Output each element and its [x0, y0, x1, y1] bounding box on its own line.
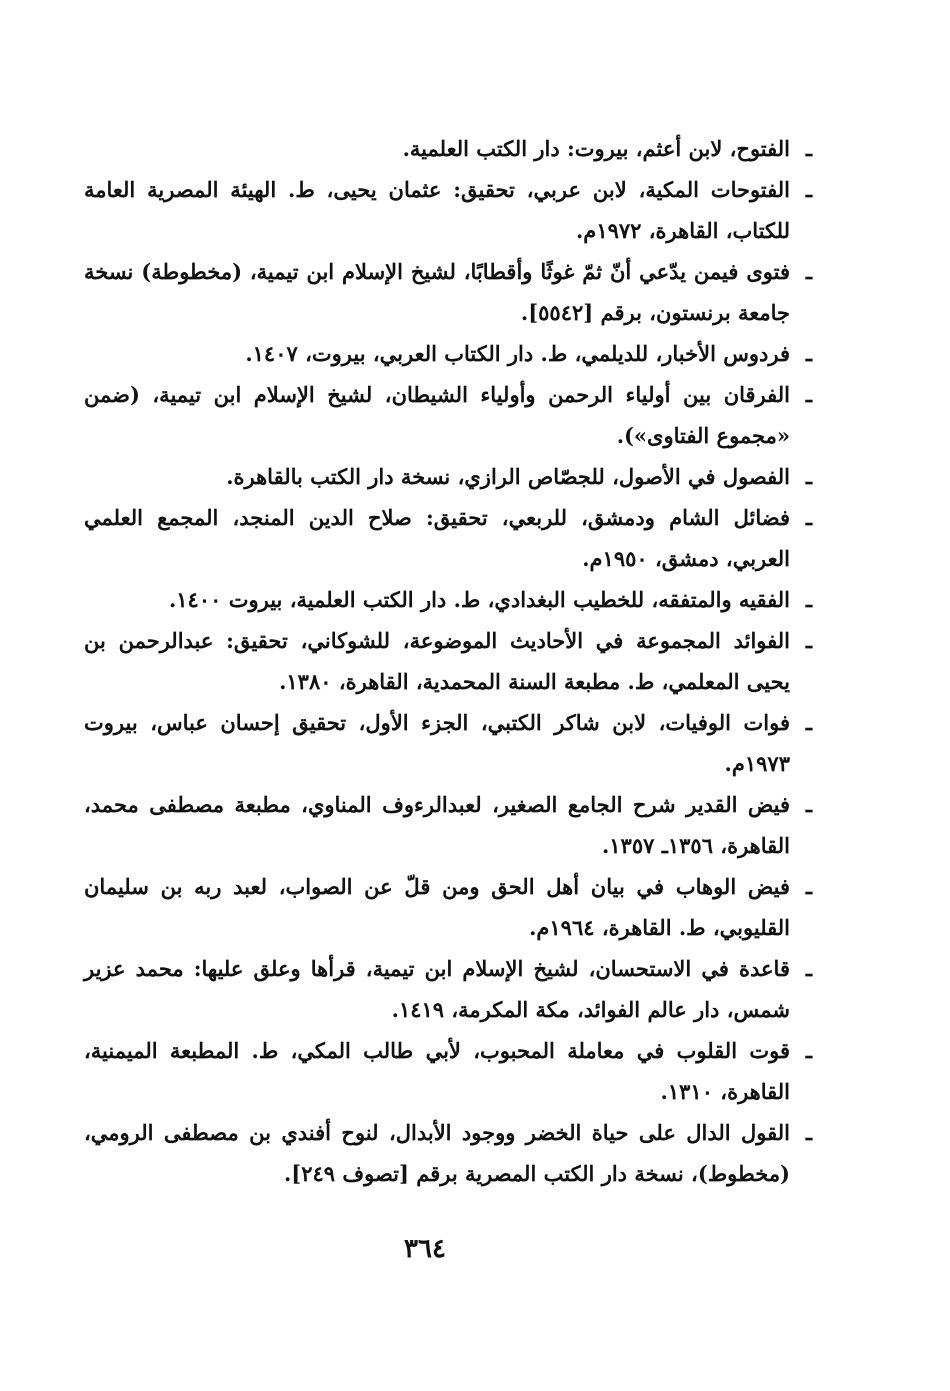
- bibliography-entry: [84, 620, 812, 702]
- entry-dash: ـ: [805, 136, 812, 161]
- entry-dash: ـ: [805, 956, 812, 981]
- entry-text: قوت القلوب في معاملة المحبوب، لأبي طالب المكي، ط. المطبعة الميمنية، القاهرة، ١٣١٠.: [84, 1038, 790, 1104]
- entry-text: فيض القدير شرح الجامع الصغير، لعبدالرءوف المناوي، مطبعة مصطفى محمد، القاهرة، ١٣٥٦ـ ١٣٥٧.: [84, 792, 790, 858]
- entry-text: فيض الوهاب في بيان أهل الحق ومن قلّ عن الصواب، لعبد ربه بن سليمان القليوبي، ط. القاهرة، ١٩٦٤م.: [84, 874, 790, 940]
- bibliography-entry: [84, 866, 812, 948]
- bibliography-entry: [84, 456, 812, 497]
- bibliography-entry: [84, 251, 812, 333]
- entry-text: فتوى فيمن يدّعي أنّ ثمّ غوثًا وأقطابًا، لشيخ الإسلام ابن تيمية، (مخطوطة) نسخة جامعة برنستون، برقم [٥٥٤٢].: [84, 259, 790, 325]
- entry-dash: ـ: [805, 505, 812, 530]
- bibliography-entry: [84, 702, 812, 784]
- entry-text: فضائل الشام ودمشق، للربعي، تحقيق: صلاح الدين المنجد، المجمع العلمي العربي، دمشق، ١٩٥٠م.: [84, 505, 790, 571]
- entry-dash: ـ: [805, 1120, 812, 1145]
- entry-text: فردوس الأخبار، للديلمي، ط. دار الكتاب العربي، بيروت، ١٤٠٧.: [245, 341, 790, 366]
- entry-dash: ـ: [805, 710, 812, 735]
- page-number: ٣٦٤: [404, 1234, 446, 1264]
- entry-dash: ـ: [805, 382, 812, 407]
- entry-dash: ـ: [805, 464, 812, 489]
- entry-text: فوات الوفيات، لابن شاكر الكتبي، الجزء الأول، تحقيق إحسان عباس، بيروت ١٩٧٣م.: [84, 710, 790, 776]
- entry-text: القول الدال على حياة الخضر ووجود الأبدال، لنوح أفندي بن مصطفى الرومي، (مخطوط)، نسخة دار الكتب المصرية برقم [تصوف ٢٤٩].: [84, 1120, 790, 1186]
- bibliography-entry: [84, 497, 812, 579]
- bibliography-entry: [84, 948, 812, 1030]
- entry-dash: ـ: [805, 1038, 812, 1063]
- entry-text: قاعدة في الاستحسان، لشيخ الإسلام ابن تيمية، قرأها وعلق عليها: محمد عزير شمس، دار عالم الفوائد، مكة المكرمة، ١٤١٩.: [84, 956, 790, 1022]
- bibliography-entry: [84, 333, 812, 374]
- entry-dash: ـ: [805, 792, 812, 817]
- entry-text: الفرقان بين أولياء الرحمن وأولياء الشيطان، لشيخ الإسلام ابن تيمية، (ضمن «مجموع الفتاوى»).: [84, 382, 790, 448]
- bibliography-entry: [84, 169, 812, 251]
- bibliography-entry: [84, 579, 812, 620]
- entry-text: الفتوحات المكية، لابن عربي، تحقيق: عثمان يحيى، ط. الهيئة المصرية العامة للكتاب، القاهرة، ١٩٧٢م.: [84, 177, 790, 243]
- bibliography-entry: [84, 1112, 812, 1194]
- bibliography-entry: [84, 128, 812, 169]
- entry-dash: ـ: [805, 628, 812, 653]
- bibliography-entry: [84, 1030, 812, 1112]
- bibliography-list: [84, 128, 812, 1194]
- bibliography-entry: [84, 374, 812, 456]
- entry-dash: ـ: [805, 874, 812, 899]
- entry-text: الفقيه والمتفقه، للخطيب البغدادي، ط. دار الكتب العلمية، بيروت ١٤٠٠.: [168, 587, 790, 612]
- entry-dash: ـ: [805, 341, 812, 366]
- entry-dash: ـ: [805, 587, 812, 612]
- entry-text: الفتوح، لابن أعثم، بيروت: دار الكتب العلمية.: [402, 136, 790, 161]
- entry-dash: ـ: [805, 177, 812, 202]
- bibliography-entry: [84, 784, 812, 866]
- entry-text: الفوائد المجموعة في الأحاديث الموضوعة، للشوكاني، تحقيق: عبدالرحمن بن يحيى المعلمي، ط. مطبعة السنة المحمدية، القاهرة، ١٣٨٠.: [84, 628, 790, 694]
- entry-text: الفصول في الأصول، للجصّاص الرازي، نسخة دار الكتب بالقاهرة.: [226, 464, 790, 489]
- entry-dash: ـ: [805, 259, 812, 284]
